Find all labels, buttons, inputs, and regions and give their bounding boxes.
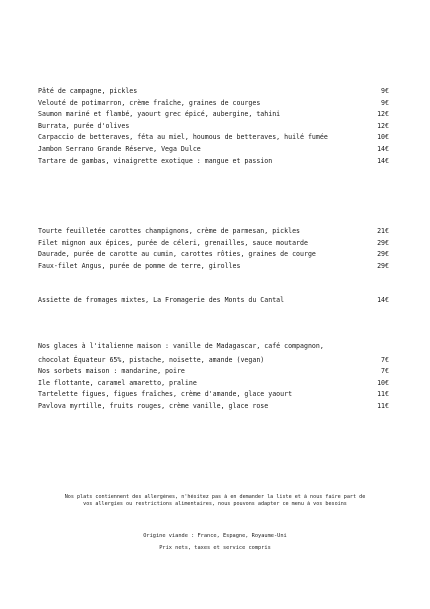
- item-price: 21€: [377, 227, 389, 235]
- item-price: 14€: [377, 144, 389, 153]
- menu-item: [38, 121, 389, 133]
- menu-item: [38, 401, 389, 413]
- menu-item: [38, 378, 389, 390]
- item-name: Saumon mariné et flambé, yaourt grec épicé, aubergine, tahini: [38, 110, 281, 119]
- item-name: Ile flottante, caramel amaretto, praline: [38, 378, 197, 387]
- item-name: Jambon Serrano Grande Réserve, Vega Dulce: [38, 144, 201, 153]
- item-price: 14€: [377, 296, 389, 304]
- menu-item: [38, 261, 389, 273]
- menu-item: [38, 355, 389, 367]
- item-price: 12€: [377, 121, 389, 130]
- item-price: 9€: [381, 87, 389, 95]
- item-name: Nos sorbets maison : mandarine, poire: [38, 367, 185, 376]
- menu-item: [38, 295, 389, 307]
- allergen-notice: [30, 494, 400, 509]
- menu-item: [38, 389, 389, 401]
- item-price: 10€: [377, 133, 389, 142]
- menu-item: [38, 86, 389, 98]
- cheese-section: [38, 295, 389, 307]
- item-price: 9€: [381, 98, 389, 107]
- mains-section: [38, 226, 389, 272]
- item-name: Pâté de campagne, pickles: [38, 87, 138, 95]
- desserts-section: [38, 341, 389, 413]
- price-note: Prix nets, taxes et service compris: [159, 545, 271, 551]
- item-name: Carpaccio de betteraves, féta au miel, houmous de betteraves, huilé fumée: [38, 133, 328, 142]
- allergen-line: Nos plats contiennent des allergènes, n'hésitez pas à en demander la liste et à nous faire part de: [64, 494, 366, 500]
- menu-item: [38, 249, 389, 261]
- item-price: 7€: [381, 367, 389, 376]
- item-price: 29€: [377, 250, 389, 259]
- item-price: 12€: [377, 110, 389, 119]
- item-name: Burrata, purée d'olives: [38, 121, 130, 130]
- menu-item: [38, 238, 389, 250]
- item-price: 7€: [381, 355, 389, 364]
- meat-origin: Origine viande : France, Espagne, Royaume-Uni: [143, 533, 287, 539]
- item-name: Daurade, purée de carotte au cumin, carottes rôties, graines de courge: [38, 250, 316, 259]
- allergen-line: vos allergies ou restrictions alimentaires, nous pouvons adapter ce menu à vos besoins: [83, 501, 347, 508]
- desserts-intro: Nos glaces à l'italienne maison : vanille de Madagascar, café compagnon,: [38, 342, 324, 350]
- menu-item: [38, 366, 389, 378]
- menu-item: [38, 226, 389, 238]
- item-price: 10€: [377, 378, 389, 387]
- item-name: Pavlova myrtille, fruits rouges, crème vanille, glace rose: [38, 401, 269, 410]
- menu-item: [38, 98, 389, 110]
- item-price: 14€: [377, 156, 389, 165]
- starters-section: [38, 86, 389, 167]
- menu-item: [38, 109, 389, 121]
- item-price: 29€: [377, 261, 389, 270]
- menu-item: [38, 132, 389, 144]
- menu-item: [38, 144, 389, 156]
- item-name: Assiette de fromages mixtes, La Fromagerie des Monts du Cantal: [38, 296, 285, 304]
- item-name: Velouté de potimarron, crème fraîche, graines de courges: [38, 98, 261, 107]
- item-name: Filet mignon aux épices, purée de céleri, grenailles, sauce moutarde: [38, 238, 308, 247]
- item-name: chocolat Équateur 65%, pistache, noisette, amande (vegan): [38, 355, 265, 364]
- item-name: Tartare de gambas, vinaigrette exotique : mangue et passion: [38, 156, 273, 165]
- item-name: Faux-filet Angus, purée de pomme de terre, girolles: [38, 261, 241, 270]
- item-price: 29€: [377, 238, 389, 247]
- menu-item: [38, 156, 389, 168]
- item-name: Tartelette figues, figues fraîches, crème d'amande, glace yaourt: [38, 390, 293, 399]
- item-price: 11€: [377, 401, 389, 410]
- item-price: 11€: [377, 390, 389, 399]
- item-name: Tourte feuilletée carottes champignons, crème de parmesan, pickles: [38, 227, 301, 235]
